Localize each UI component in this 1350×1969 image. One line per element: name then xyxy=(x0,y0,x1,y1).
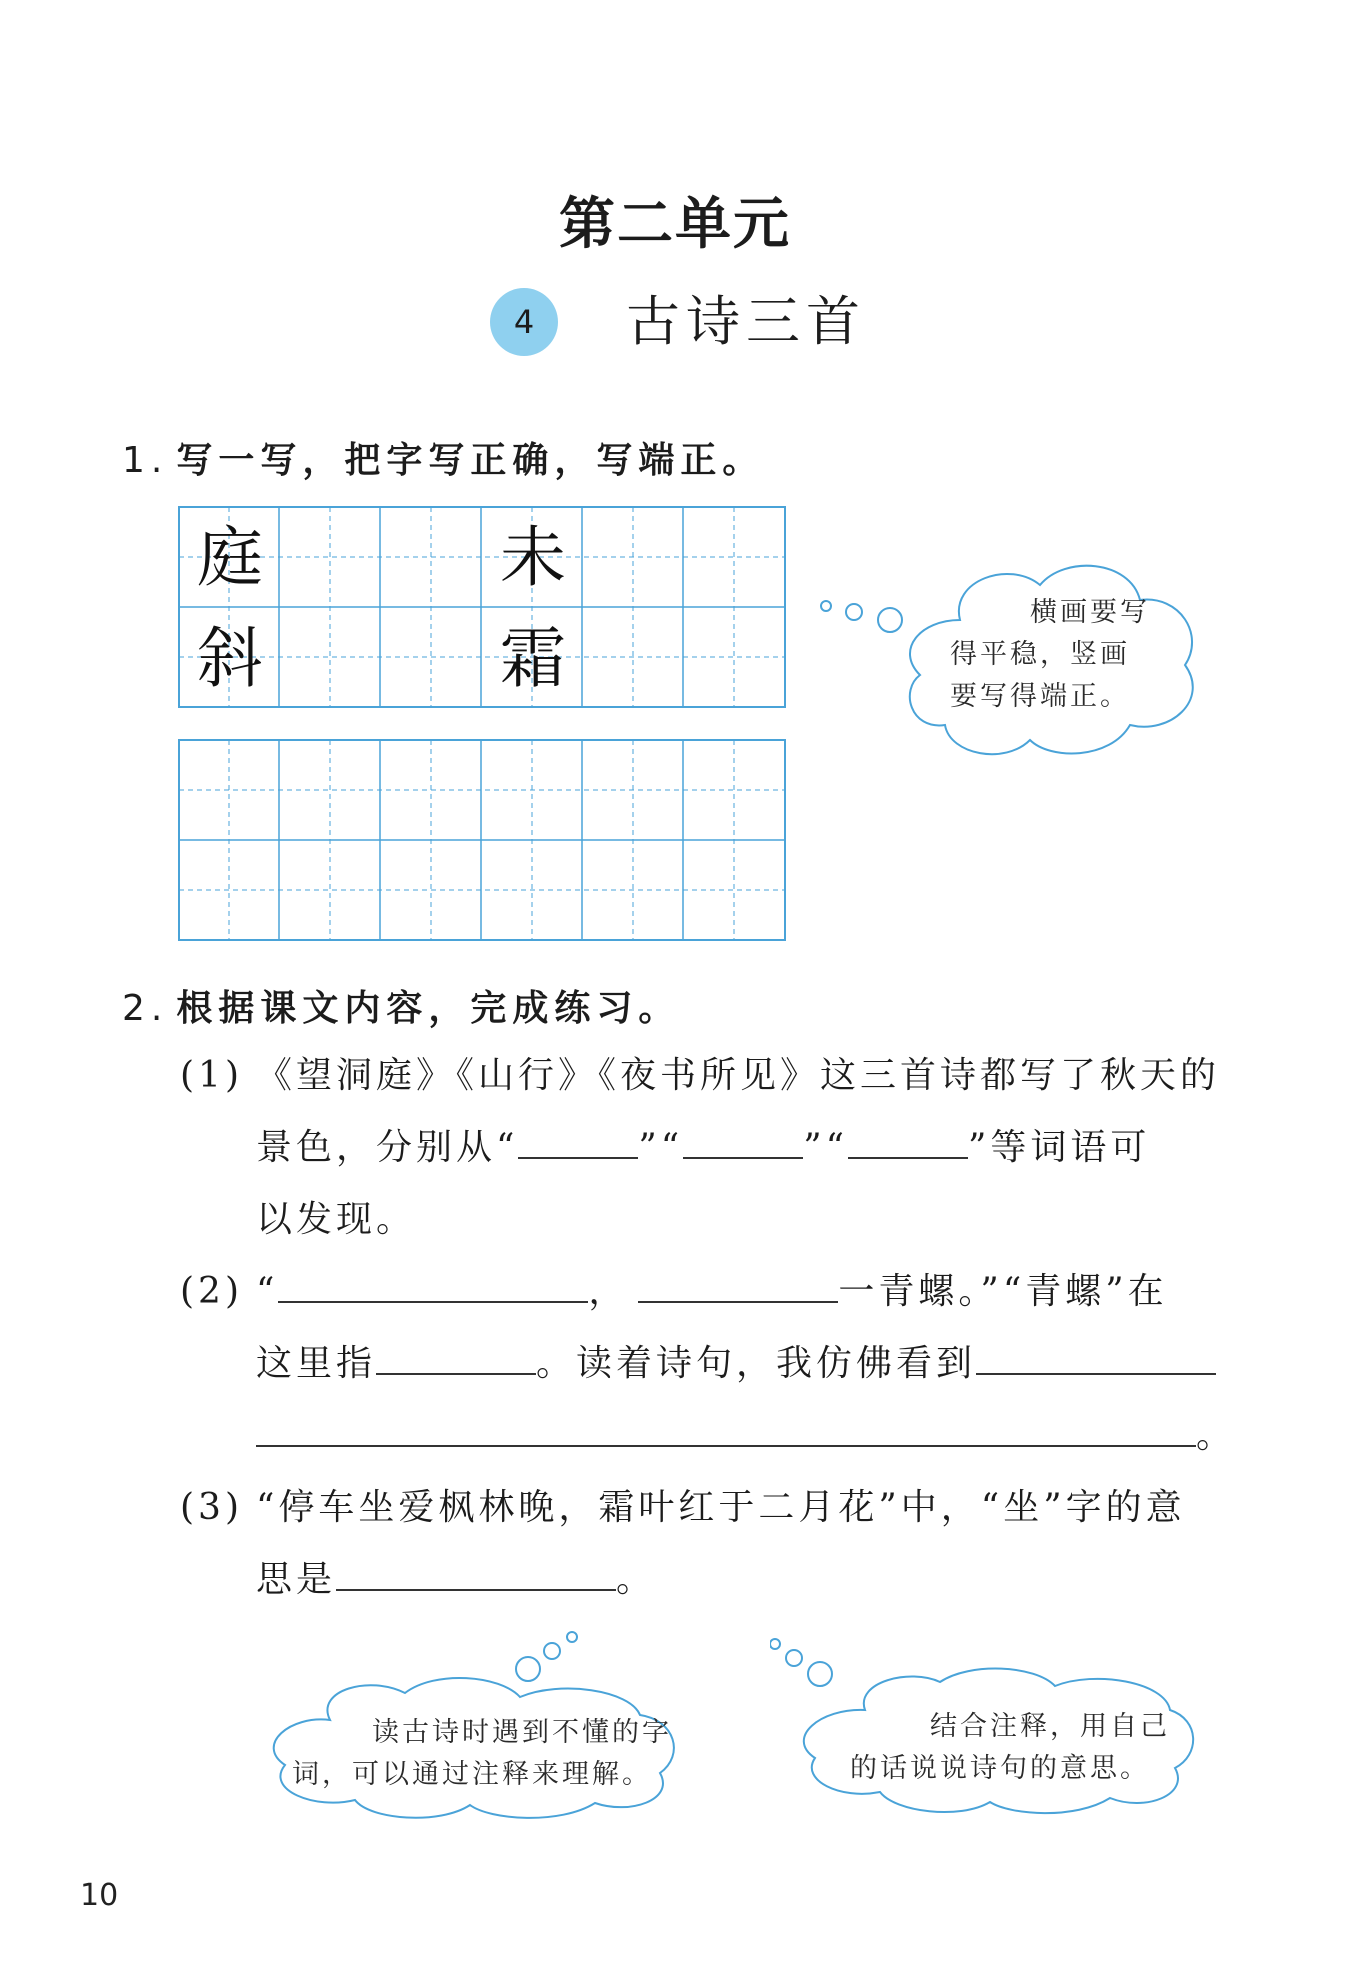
q2-item-1-line-3: 以发现。 xyxy=(256,1199,417,1240)
lesson-number-badge: 4 xyxy=(490,288,558,356)
question-2-heading xyxy=(122,980,680,1031)
q2-item-1-label: (1) xyxy=(180,1055,243,1096)
q2-item-2-text-a: “ xyxy=(256,1271,279,1312)
page-number: 10 xyxy=(80,1878,119,1913)
question-1-prompt: 写一写，把字写正确，写端正。 xyxy=(176,439,765,481)
tip-meaning-line-1: 结合注释，用自己 xyxy=(930,1711,1170,1742)
model-character-3: 斜 xyxy=(197,620,263,697)
q2-item-2-text-e: 。读着诗句，我仿佛看到 xyxy=(536,1343,977,1384)
q2-item-2-line-3 xyxy=(256,1400,1236,1472)
answer-blank-2a[interactable] xyxy=(278,1261,588,1303)
model-character-4: 霜 xyxy=(500,620,566,697)
q2-item-3-label: (3) xyxy=(180,1487,243,1528)
q2-item-1-line-2 xyxy=(256,1112,1150,1184)
unit-title: 第二单元 xyxy=(559,191,791,257)
writing-grid-practice[interactable] xyxy=(178,739,788,943)
answer-blank-1c[interactable] xyxy=(848,1117,968,1159)
answer-blank-3[interactable] xyxy=(336,1549,616,1591)
model-character-1: 庭 xyxy=(197,519,263,596)
tip-writing-line-3: 要写得端正。 xyxy=(950,681,1130,712)
question-1-heading xyxy=(122,432,764,483)
model-character-2: 未 xyxy=(500,519,566,596)
q2-item-1-text-a: 景色，分别从“ xyxy=(256,1127,519,1168)
q2-item-3-line-2 xyxy=(256,1544,656,1616)
question-2-number: 2. xyxy=(122,988,169,1029)
q2-item-2-text-c: 一青螺。”“青螺”在 xyxy=(838,1271,1168,1312)
q2-item-3-text-a: 思是 xyxy=(256,1559,337,1600)
q2-item-3-text-b: 。 xyxy=(616,1559,657,1600)
tip-reading-line-1: 读古诗时遇到不懂的字 xyxy=(372,1717,672,1748)
tip-meaning-line-2: 的话说说诗句的意思。 xyxy=(850,1753,1150,1784)
lesson-header xyxy=(490,282,930,362)
answer-blank-2e[interactable] xyxy=(256,1405,1196,1447)
question-1-number: 1. xyxy=(122,440,169,481)
answer-blank-2c[interactable] xyxy=(376,1333,536,1375)
tip-writing-line-2: 得平稳，竖画 xyxy=(950,639,1130,670)
q2-item-2-text-d: 这里指 xyxy=(256,1343,377,1384)
q2-item-1-text-b: ”“ xyxy=(638,1127,684,1168)
q2-item-1-line-1: 《望洞庭》《山行》《夜书所见》这三首诗都写了秋天的 xyxy=(256,1055,1221,1096)
q2-item-2-text-f: 。 xyxy=(1196,1415,1237,1456)
answer-blank-1a[interactable] xyxy=(518,1117,638,1159)
answer-blank-2b[interactable] xyxy=(638,1261,838,1303)
q2-item-1-text-c: ”“ xyxy=(803,1127,849,1168)
answer-blank-2d[interactable] xyxy=(976,1333,1216,1375)
q2-item-2-line-2 xyxy=(256,1328,1216,1400)
q2-item-2-text-b: ， xyxy=(588,1271,629,1312)
q2-item-3-line-1: “停车坐爱枫林晚，霜叶红于二月花”中，“坐”字的意 xyxy=(256,1487,1186,1528)
lesson-title: 古诗三首 xyxy=(626,290,866,353)
q2-item-1-text-d: ”等词语可 xyxy=(968,1127,1151,1168)
tip-reading-line-2: 词，可以通过注释来理解。 xyxy=(292,1759,652,1790)
tip-writing-line-1: 横画要写 xyxy=(1030,597,1150,628)
question-2-prompt: 根据课文内容，完成练习。 xyxy=(176,987,681,1029)
answer-blank-1b[interactable] xyxy=(683,1117,803,1159)
q2-item-2-label: (2) xyxy=(180,1271,243,1312)
q2-item-2-line-1 xyxy=(256,1256,1168,1328)
